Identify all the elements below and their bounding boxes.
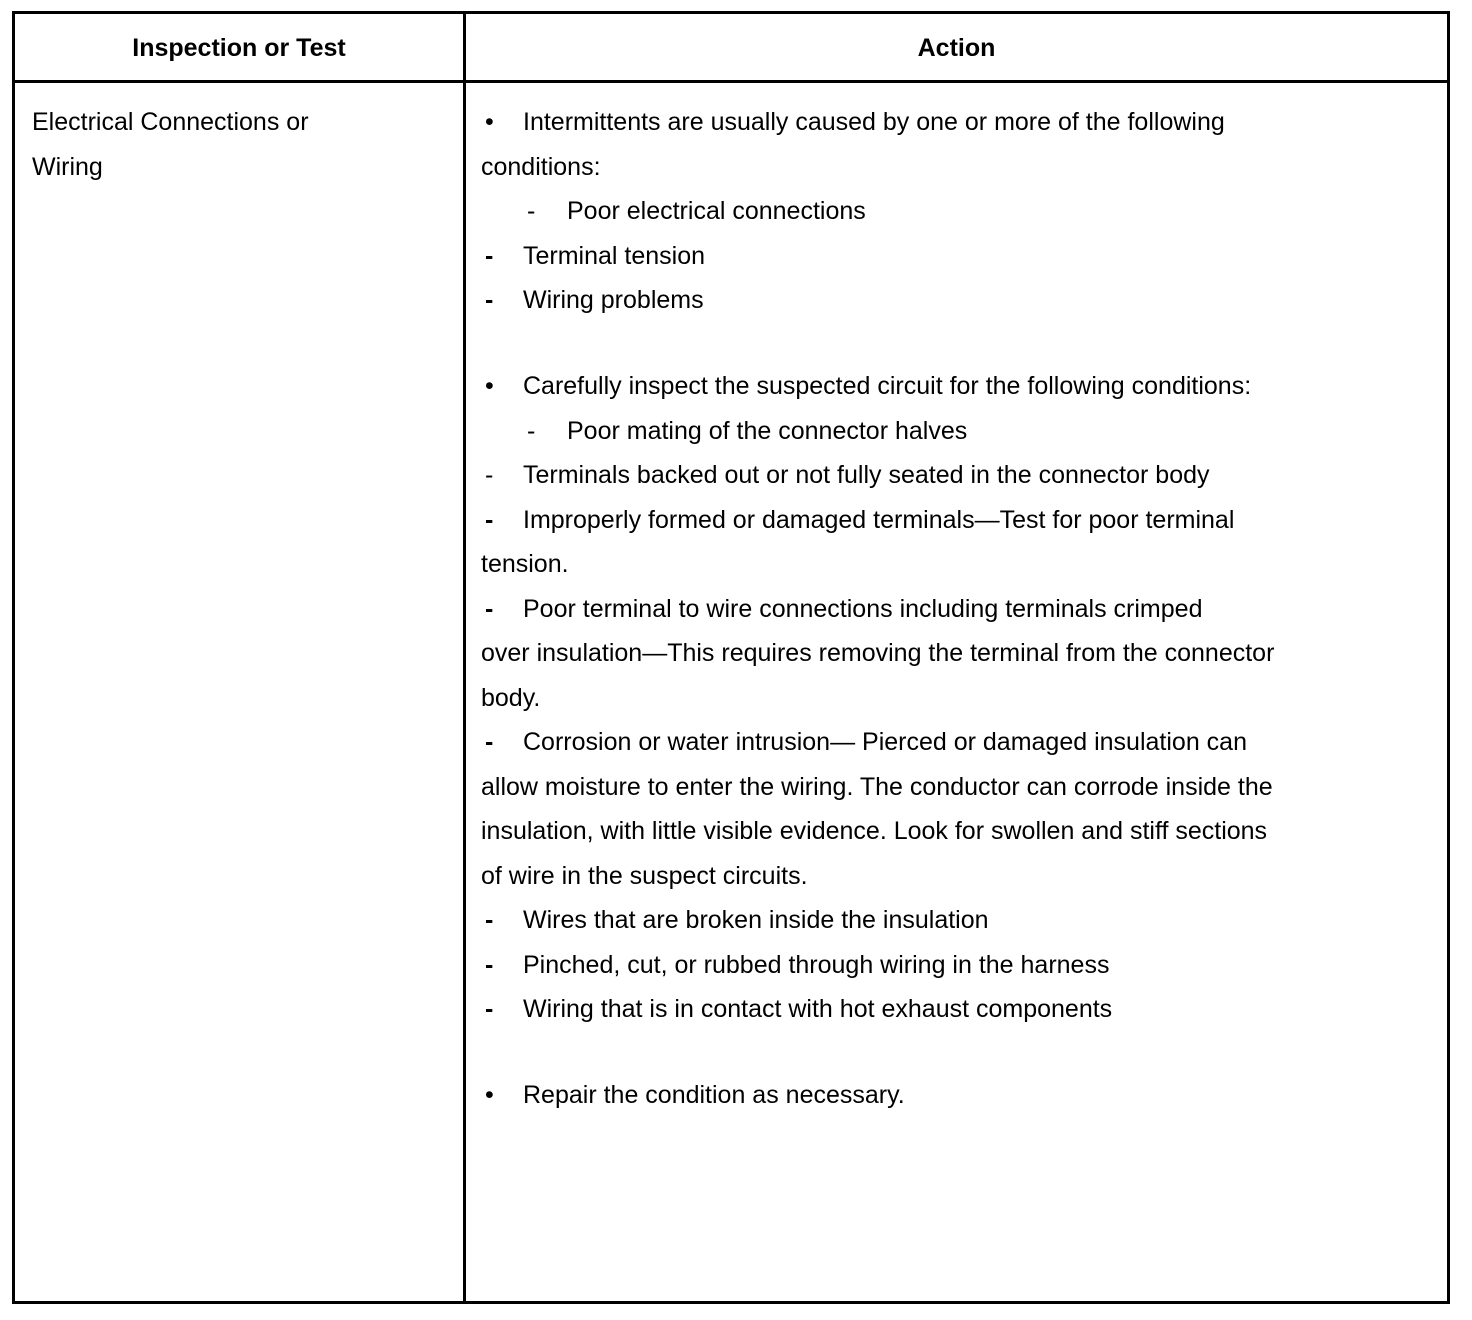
bullet1-item3 <box>481 278 1381 323</box>
inspection-cell <box>32 100 432 189</box>
bullet2-item4-line3: body. <box>481 683 541 712</box>
dash-marker: - <box>527 416 536 445</box>
dash-marker: - <box>485 594 494 623</box>
dash-marker: - <box>485 286 494 314</box>
dash-marker: - <box>485 995 494 1023</box>
bullet2-sub1 <box>481 409 1381 454</box>
bullet1-item3-text: Wiring problems <box>523 286 704 314</box>
bullet1-sub1 <box>481 189 1381 234</box>
inspection-text-line1: Electrical Connections or <box>32 108 309 136</box>
bullet2-item6-text: Wires that are broken inside the insulation <box>523 906 989 934</box>
bullet2-item5-line4: of wire in the suspect circuits. <box>481 861 808 890</box>
bullet-marker: • <box>485 1081 494 1109</box>
bullet2-item3-line2: tension. <box>481 550 569 578</box>
dash-marker: - <box>527 197 536 225</box>
bullet2-item7-text: Pinched, cut, or rubbed through wiring in the harness <box>523 950 1110 979</box>
spacer <box>481 323 1381 365</box>
bullet2-item2-text: Terminals backed out or not fully seated in the connector body <box>523 461 1210 489</box>
bullet2-item3-line1 <box>481 498 1381 543</box>
bullet2-line1 <box>481 364 1381 409</box>
dash-marker: - <box>485 906 494 934</box>
bullet1-sub1-text: Poor electrical connections <box>567 197 866 225</box>
bullet2-item3-text: Improperly formed or damaged terminals—Test for poor terminal <box>523 505 1235 534</box>
bullet2-item8 <box>481 987 1381 1032</box>
bullet1-line2: conditions: <box>481 152 601 181</box>
bullet-marker: • <box>485 108 494 136</box>
bullet2-item4-line2: over insulation—This requires removing the terminal from the connector <box>481 639 1275 667</box>
dash-marker: - <box>485 241 494 270</box>
bullet3-text: Repair the condition as necessary. <box>523 1081 905 1109</box>
bullet2-item5-line1 <box>481 720 1381 765</box>
bullet2-item5-line2: allow moisture to enter the wiring. The conductor can corrode inside the <box>481 772 1273 801</box>
bullet-marker: • <box>485 372 494 400</box>
bullet1-text: Intermittents are usually caused by one or more of the following <box>523 108 1225 136</box>
bullet1-line1 <box>481 100 1381 145</box>
bullet1-item2 <box>481 234 1381 279</box>
bullet3-line1 <box>481 1073 1381 1118</box>
bullet2-item5-text: Corrosion or water intrusion— Pierced or damaged insulation can <box>523 728 1247 756</box>
header-action: Action <box>917 34 996 62</box>
inspection-table <box>12 11 1450 1304</box>
header-inspection-or-test: Inspection or Test <box>132 34 346 62</box>
bullet2-item4-line1 <box>481 587 1381 632</box>
inspection-text-line2: Wiring <box>32 152 103 181</box>
dash-marker: - <box>485 505 494 534</box>
action-cell <box>481 100 1381 1118</box>
bullet2-item2 <box>481 453 1381 498</box>
bullet2-sub1-text: Poor mating of the connector halves <box>567 416 968 445</box>
dash-marker: - <box>485 950 494 979</box>
bullet2-item7 <box>481 943 1381 988</box>
dash-marker: - <box>485 728 494 756</box>
column-divider <box>463 14 466 1301</box>
header-divider <box>15 80 1447 83</box>
bullet2-item6 <box>481 898 1381 943</box>
spacer <box>481 1032 1381 1074</box>
bullet2-item5-line3: insulation, with little visible evidence. Look for swollen and stiff sections <box>481 817 1268 845</box>
bullet2-text: Carefully inspect the suspected circuit for the following conditions: <box>523 372 1252 400</box>
bullet2-item4-text: Poor terminal to wire connections including terminals crimped <box>523 594 1203 623</box>
dash-marker: - <box>485 461 494 489</box>
bullet2-item8-text: Wiring that is in contact with hot exhaust components <box>523 995 1113 1023</box>
bullet1-item2-text: Terminal tension <box>523 241 706 270</box>
